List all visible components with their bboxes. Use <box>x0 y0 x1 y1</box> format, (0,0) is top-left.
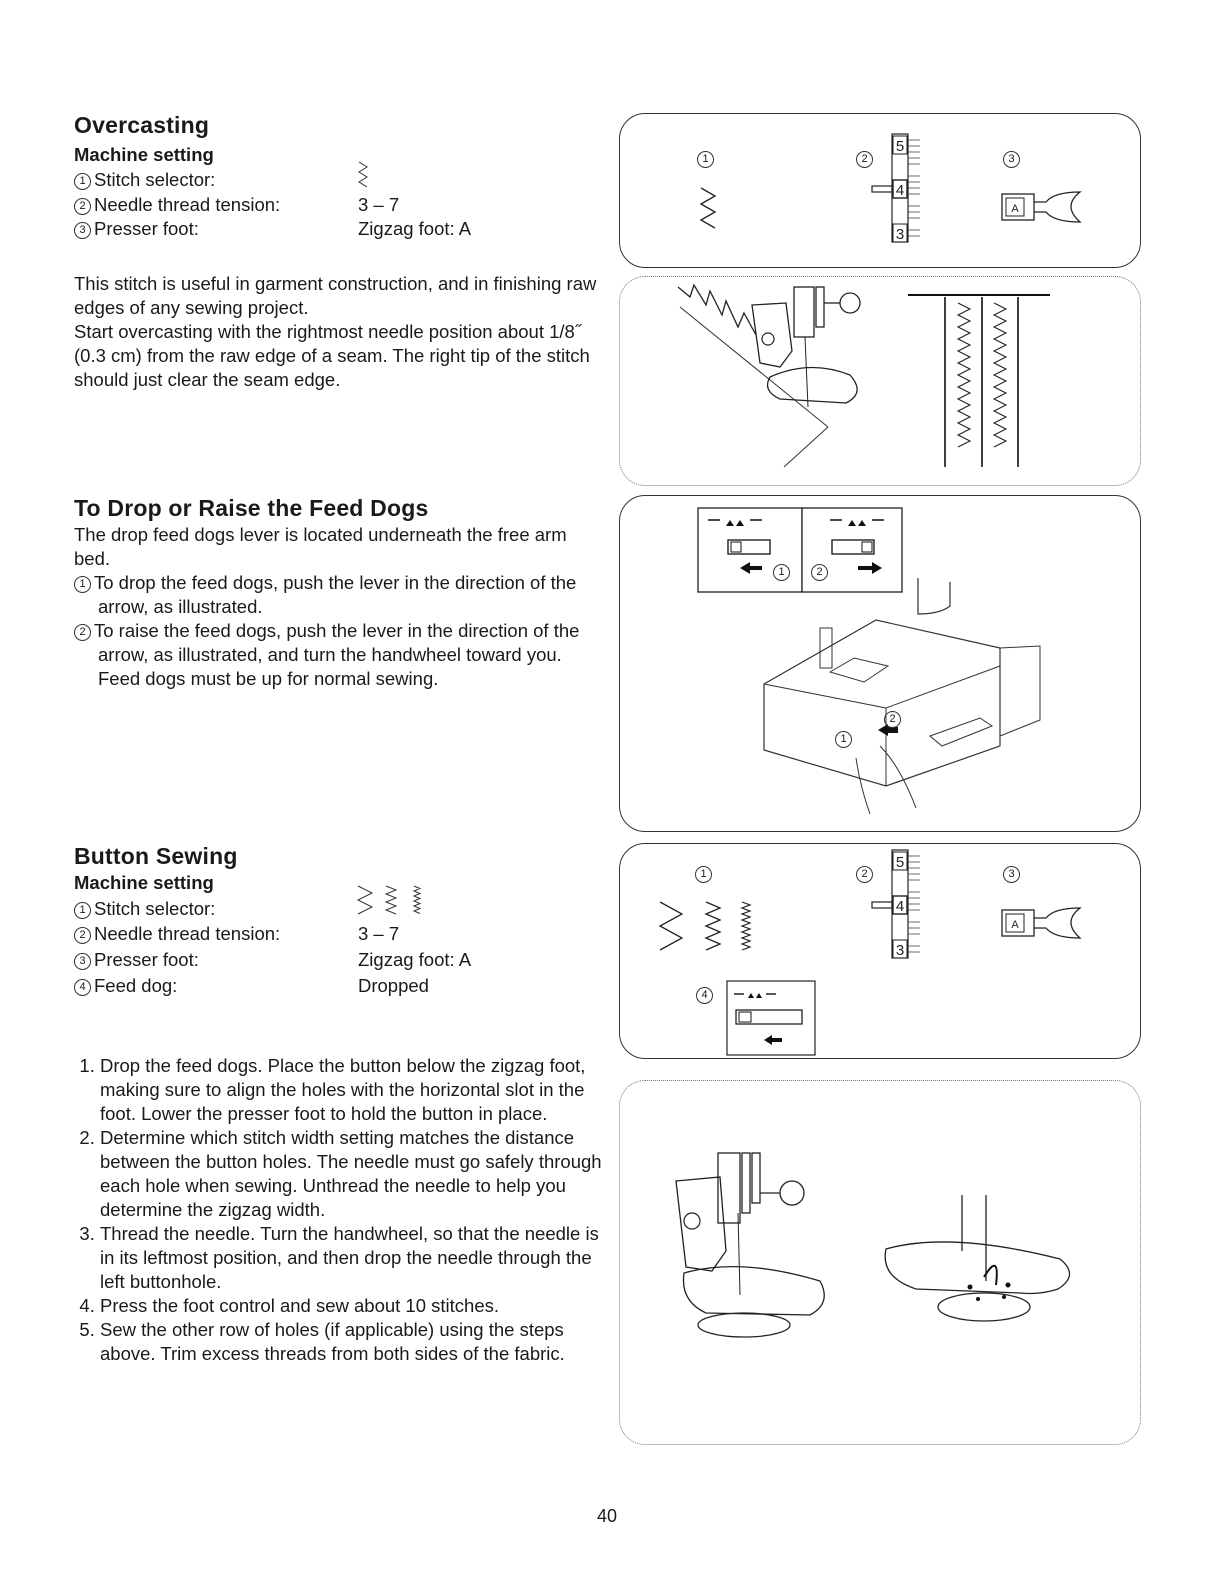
overcasting-paragraph: This stitch is useful in garment construction, and in finishing raw edges of any sewing project. <box>74 273 597 318</box>
svg-text:A: A <box>1011 919 1019 931</box>
dial-number: 5 <box>895 138 905 155</box>
feed-dog-lever-icon <box>726 980 816 1056</box>
svg-text:A: A <box>1011 203 1019 215</box>
overcasting-sewing-illustration <box>620 277 1140 485</box>
number-badge: 1 <box>74 902 91 919</box>
overcasting-setting-row <box>74 168 215 192</box>
number-badge: 1 <box>74 173 91 190</box>
number-badge: 3 <box>74 222 91 239</box>
number-badge: 3 <box>74 953 91 970</box>
button-sewing-illustration-panel <box>619 1080 1141 1445</box>
step-item: 2. Determine which stitch width setting matches the distance between the button holes. The needle must go safely through each hole when sewing. Unthread the needle to help you determine the zigzag width. <box>100 1126 604 1222</box>
overcasting-illustration-panel <box>619 276 1141 486</box>
number-badge: 2 <box>811 564 828 581</box>
button-sewing-setting-row <box>74 948 199 972</box>
setting-label: Stitch selector: <box>94 169 216 190</box>
setting-label: Presser foot: <box>94 218 199 239</box>
number-badge: 1 <box>695 866 712 883</box>
number-badge: 2 <box>856 866 873 883</box>
feed-dogs-intro: The drop feed dogs lever is located underneath the free arm bed. <box>74 524 567 569</box>
page-number: 40 <box>597 1506 618 1526</box>
zigzag-stitch-icons <box>658 898 778 958</box>
setting-value: Dropped <box>358 975 429 996</box>
number-badge: 1 <box>74 576 91 593</box>
feed-dogs-illustration <box>620 496 1140 831</box>
overcasting-settings-panel <box>619 113 1141 268</box>
dial-number: 3 <box>895 942 905 959</box>
feed-dogs-title: To Drop or Raise the Feed Dogs <box>74 495 429 521</box>
dial-number: 4 <box>895 182 905 199</box>
step-item: 4. Press the foot control and sew about 10 stitches. <box>100 1294 604 1318</box>
number-badge: 2 <box>74 198 91 215</box>
button-sewing-steps <box>74 1054 604 1366</box>
zigzag-foot-a-icon <box>1000 188 1086 228</box>
dial-number: 3 <box>895 226 905 243</box>
number-badge: 2 <box>74 624 91 641</box>
feed-dogs-item <box>74 619 608 691</box>
zigzag-foot-a-icon <box>1000 904 1086 944</box>
feed-dogs-item <box>74 571 608 619</box>
number-badge: 2 <box>856 151 873 168</box>
step-item: 1. Drop the feed dogs. Place the button below the zigzag foot, making sure to align the holes with the horizontal slot in the foot. Lower the presser foot to hold the button in place. <box>100 1054 604 1126</box>
setting-value: 3 – 7 <box>358 923 400 944</box>
dial-number: 5 <box>895 854 905 871</box>
tension-dial-icon <box>870 848 930 964</box>
button-sewing-machine-setting: Machine setting <box>74 872 214 893</box>
setting-label: Feed dog: <box>94 975 178 996</box>
setting-label: Presser foot: <box>94 949 199 970</box>
setting-value: Zigzag foot: A <box>358 218 472 239</box>
setting-value: 3 – 7 <box>358 194 400 215</box>
number-badge: 4 <box>74 979 91 996</box>
number-badge: 2 <box>884 711 901 728</box>
button-sewing-settings-panel <box>619 843 1141 1059</box>
number-badge: 2 <box>74 927 91 944</box>
setting-value: Zigzag foot: A <box>358 949 472 970</box>
feed-dogs-item-text: To drop the feed dogs, push the lever in the direction of the arrow, as illustrated. <box>94 572 577 617</box>
feed-dogs-panel <box>619 495 1141 832</box>
number-badge: 3 <box>1003 151 1020 168</box>
overcasting-setting-row <box>74 193 280 217</box>
button-sewing-illustration <box>620 1081 1140 1444</box>
overcasting-paragraph: Start overcasting with the rightmost needle position about 1/8˝ (0.3 cm) from the raw edge of a seam. The right tip of the stitch should just clear the seam edge. <box>74 321 590 390</box>
overcasting-title: Overcasting <box>74 112 210 138</box>
zigzag-stitch-icon <box>356 160 370 192</box>
setting-label: Stitch selector: <box>94 898 216 919</box>
button-sewing-title: Button Sewing <box>74 843 238 869</box>
button-sewing-setting-row <box>74 922 280 946</box>
zigzag-stitch-icons <box>356 884 436 920</box>
number-badge: 1 <box>773 564 790 581</box>
number-badge: 4 <box>696 987 713 1004</box>
step-item: 3. Thread the needle. Turn the handwheel, so that the needle is in its leftmost position, and then drop the needle through the left buttonhole. <box>100 1222 604 1294</box>
overcasting-setting-row <box>74 217 199 241</box>
number-badge: 1 <box>835 731 852 748</box>
overcasting-machine-setting: Machine setting <box>74 144 214 165</box>
zigzag-stitch-icon <box>698 186 718 236</box>
tension-dial-icon <box>870 132 930 248</box>
number-badge: 3 <box>1003 866 1020 883</box>
feed-dogs-item-text: To raise the feed dogs, push the lever in the direction of the arrow, as illustrated, and turn the handwheel toward you. Feed dogs must be up for normal sewing. <box>94 620 580 689</box>
number-badge: 1 <box>697 151 714 168</box>
button-sewing-setting-row <box>74 974 177 998</box>
setting-label: Needle thread tension: <box>94 194 281 215</box>
dial-number: 4 <box>895 898 905 915</box>
setting-label: Needle thread tension: <box>94 923 281 944</box>
step-item: 5. Sew the other row of holes (if applicable) using the steps above. Trim excess threads from both sides of the fabric. <box>100 1318 604 1366</box>
button-sewing-setting-row <box>74 897 215 921</box>
